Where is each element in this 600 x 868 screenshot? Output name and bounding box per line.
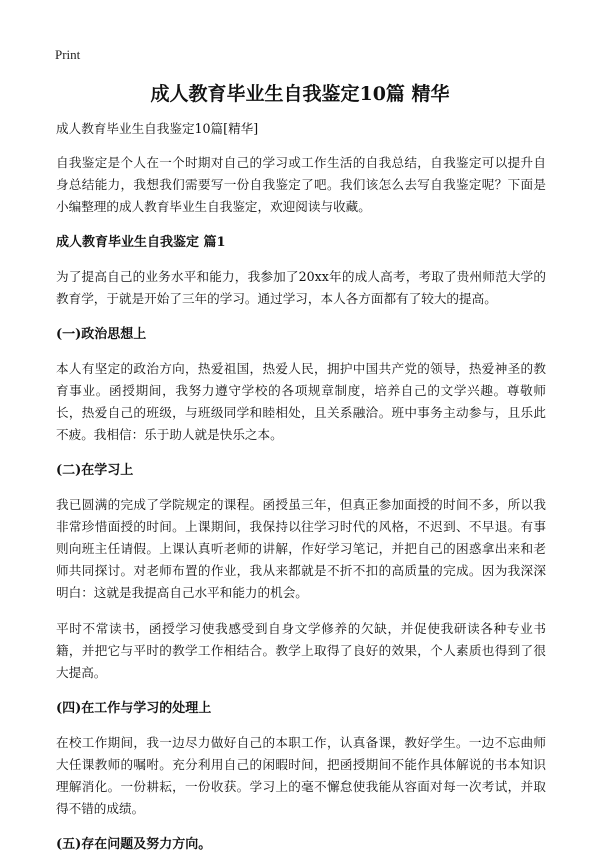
section-intro-paragraph: 为了提高自己的业务水平和能力，我参加了20xx年的成人高考，考取了贵州师范大学的教育学，于就是开始了三年的学习。通过学习，本人各方面都有了较大的提高。 [56,269,546,306]
document-subtitle: 成人教育毕业生自我鉴定10篇[精华] [56,121,259,136]
print-link[interactable]: Print [55,47,81,62]
document-body [56,118,546,868]
part-heading-problems: (五)存在问题及努力方向。 [56,837,212,852]
part-heading-work-study: (四)在工作与学习的处理上 [56,701,212,716]
part-heading-politics: (一)政治思想上 [56,327,147,342]
intro-paragraph: 自我鉴定是个人在一个时期对自己的学习或工作生活的自我总结，自我鉴定可以提升自身总结能力，我想我们需要写一份自我鉴定了吧。我们该怎么去写自我鉴定呢？下面是小编整理的成人教育毕业生自我鉴定，欢迎阅读与收藏。 [56,155,546,214]
part-heading-study: (二)在学习上 [56,463,134,478]
part-paragraph: 在校工作期间，我一边尽力做好自己的本职工作，认真备课，教好学生。一边不忘曲师大任课教师的嘱咐。充分利用自己的闲暇时间，把函授期间不能作具体解说的书本知识理解消化。一份耕耘，一份收获。学习上的毫不懈怠使我能从容面对每一次考试，并取得不错的成绩。 [56,735,546,816]
part-paragraph: 我已圆满的完成了学院规定的课程。函授虽三年，但真正参加面授的时间不多，所以我非常珍惜面授的时间。上课期间，我保持以往学习时代的风格，不迟到、不早退。有事则向班主任请假。上课认真听老师的讲解，作好学习笔记，并把自己的困惑拿出来和老师共同探讨。对老师布置的作业，我从来都就是不折不扣的高质量的完成。因为我深深明白：这就是我提高自己水平和能力的机会。 [56,497,546,600]
part-paragraph: 平时不常读书，函授学习使我感受到自身文学修养的欠缺，并促使我研读各种专业书籍，并把它与平时的教学工作相结合。教学上取得了良好的效果，个人素质也得到了很大提高。 [56,621,546,680]
part-paragraph: 本人有坚定的政治方向，热爱祖国，热爱人民，拥护中国共产党的领导，热爱神圣的教育事业。函授期间，我努力遵守学校的各项规章制度，培养自己的文学兴趣。尊敬师长，热爱自己的班级，与班级同学和睦相处，且关系融洽。班中事务主动参与，且乐此不疲。我相信：乐于助人就是快乐之本。 [56,361,546,442]
page-title: 成人教育毕业生自我鉴定10篇 精华 [150,83,450,105]
section-heading: 成人教育毕业生自我鉴定 篇1 [56,235,226,250]
